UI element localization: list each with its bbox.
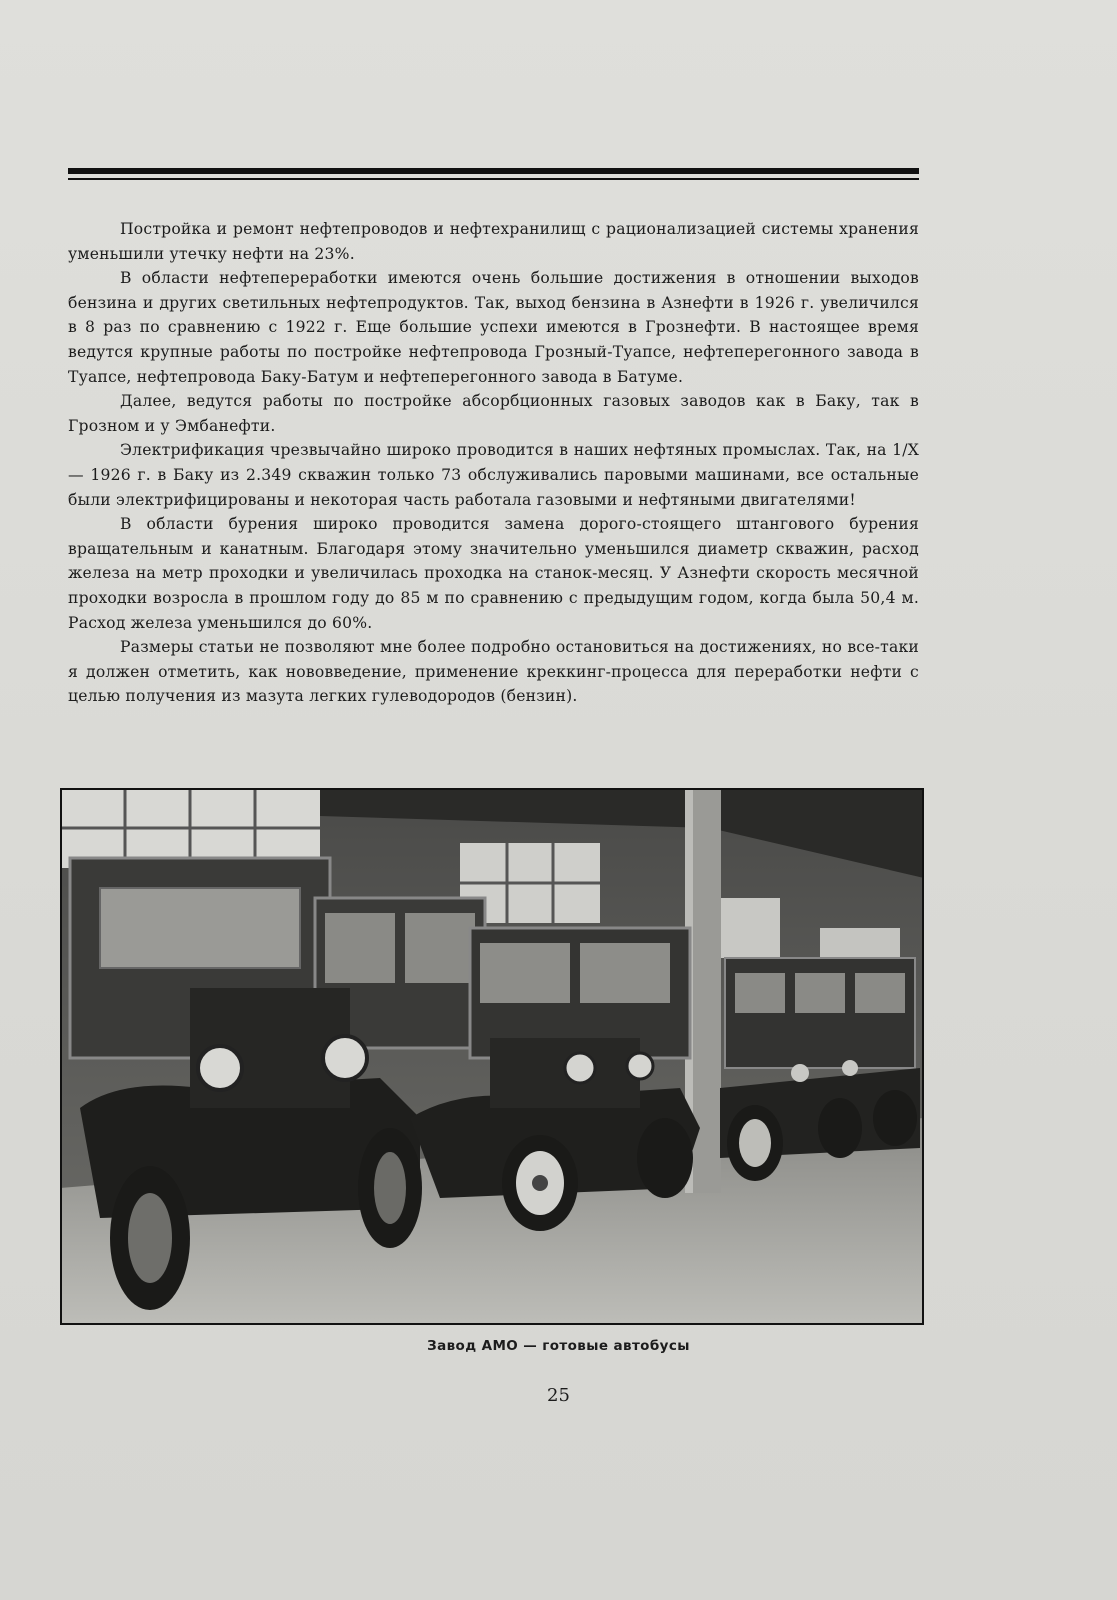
paragraph: Размеры статьи не позволяют мне более подробно остановиться на достижениях, но все-таки я должен отметить, как нововведение, применение креккинг-процесса для переработки нефти с целью получения из мазута легких гулеводородов (бензин). — [68, 638, 919, 706]
bus-garage-illustration — [60, 788, 924, 1325]
photo-caption: Завод АМО — готовые автобусы — [427, 1338, 690, 1354]
header-rule-thin — [68, 178, 919, 180]
paragraph: Электрификация чрезвычайно широко проводится в наших нефтяных промыслах. Так, на 1/X — 1926 г. в Баку из 2.349 скважин только 73 обслуживались паровыми машинами, все остальные были электрифицированы и некоторая часть работала газовыми и нефтяными двигателями! — [68, 441, 919, 509]
paragraph: В области нефтепереработки имеются очень большие достижения в отношении выходов бензина и других светильных нефтепродуктов. Так, выход бензина в Азнефти в 1926 г. увеличился в 8 раз по сравнению с 1922 г. Еще большие успехи имеются в Грознефти. В настоящее время ведутся крупные работы по постройке нефтепровода Грозный-Туапсе, нефтеперегонного завода в Туапсе, нефтепровода Баку-Батум и нефтеперегонного завода в Батуме. — [68, 269, 919, 386]
page-number: 25 — [547, 1385, 570, 1406]
factory-photo — [60, 788, 924, 1325]
paragraph: Постройка и ремонт нефтепроводов и нефтехранилищ с рационализацией системы хранения уменьшили утечку нефти на 23%. — [68, 220, 919, 263]
paragraph: В области бурения широко проводится замена дорого-стоящего штангового бурения вращательным и канатным. Благодаря этому значительно уменьшился диаметр скважин, расход железа на метр проходки и увеличилась проходка на станок-месяц. У Азнефти скорость месячной проходки возросла в прошлом году до 85 м по сравнению с предыдущим годом, когда была 50,4 м. Расход железа уменьшился до 60%. — [68, 515, 919, 632]
header-rule-thick — [68, 168, 919, 174]
article-body — [68, 217, 919, 709]
paragraph: Далее, ведутся работы по постройке абсорбционных газовых заводов как в Баку, так в Грозном и у Эмбанефти. — [68, 392, 919, 435]
